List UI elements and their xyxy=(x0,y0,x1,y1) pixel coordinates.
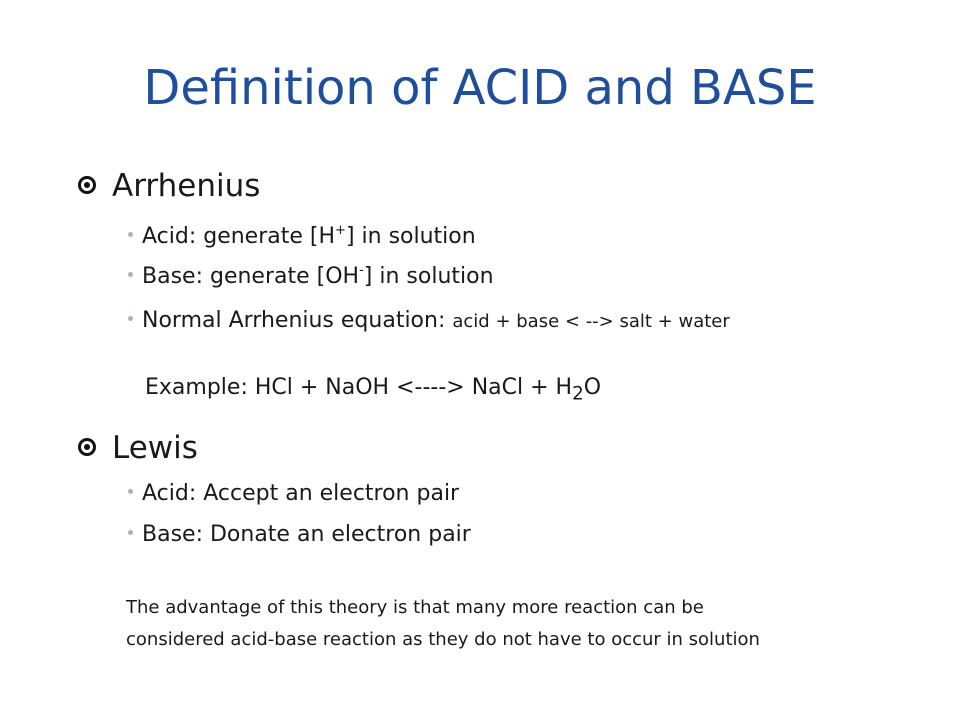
dot-bullet-icon xyxy=(128,489,133,494)
slide-title: Definition of ACID and BASE xyxy=(143,60,817,116)
arrhenius-base-text: Base: generate [OH xyxy=(142,264,360,289)
arrhenius-heading-text: Arrhenius xyxy=(112,168,261,204)
water-subscript: 2 xyxy=(572,383,584,405)
lewis-note-line-2: considered acid-base reaction as they do not have to occur in solution xyxy=(126,629,760,650)
lewis-heading-text: Lewis xyxy=(112,430,198,466)
lewis-acid-item xyxy=(128,479,459,509)
arrhenius-heading xyxy=(78,166,260,206)
hydrogen-charge: + xyxy=(335,223,346,238)
arrhenius-acid-item xyxy=(128,222,476,252)
arrhenius-base-text-end: ] in solution xyxy=(363,264,494,289)
lewis-heading xyxy=(78,428,198,468)
dot-bullet-icon xyxy=(128,272,133,277)
arrhenius-example xyxy=(145,373,601,409)
example-text: Example: HCl + NaOH <----> NaCl + H xyxy=(145,375,573,400)
lewis-base-text: Base: Donate an electron pair xyxy=(142,522,471,547)
equation-label: Normal Arrhenius equation: xyxy=(142,308,453,333)
arrhenius-acid-text: Acid: generate [H xyxy=(142,224,336,249)
lewis-note-line-1: The advantage of this theory is that many more reaction can be xyxy=(126,597,704,618)
arrhenius-acid-text-end: ] in solution xyxy=(345,224,476,249)
dot-bullet-icon xyxy=(128,530,133,535)
arrhenius-base-item xyxy=(128,262,494,292)
dot-bullet-icon xyxy=(128,316,133,321)
lewis-acid-text: Acid: Accept an electron pair xyxy=(142,481,460,506)
arrhenius-equation-item xyxy=(128,306,730,337)
hydroxide-charge: - xyxy=(359,263,364,278)
example-text-end: O xyxy=(583,375,602,400)
dot-bullet-icon xyxy=(128,232,133,237)
circle-bullet-icon xyxy=(78,176,96,194)
circle-bullet-icon xyxy=(78,438,96,456)
equation-text: acid + base < --> salt + water xyxy=(452,311,730,332)
lewis-base-item xyxy=(128,520,471,550)
